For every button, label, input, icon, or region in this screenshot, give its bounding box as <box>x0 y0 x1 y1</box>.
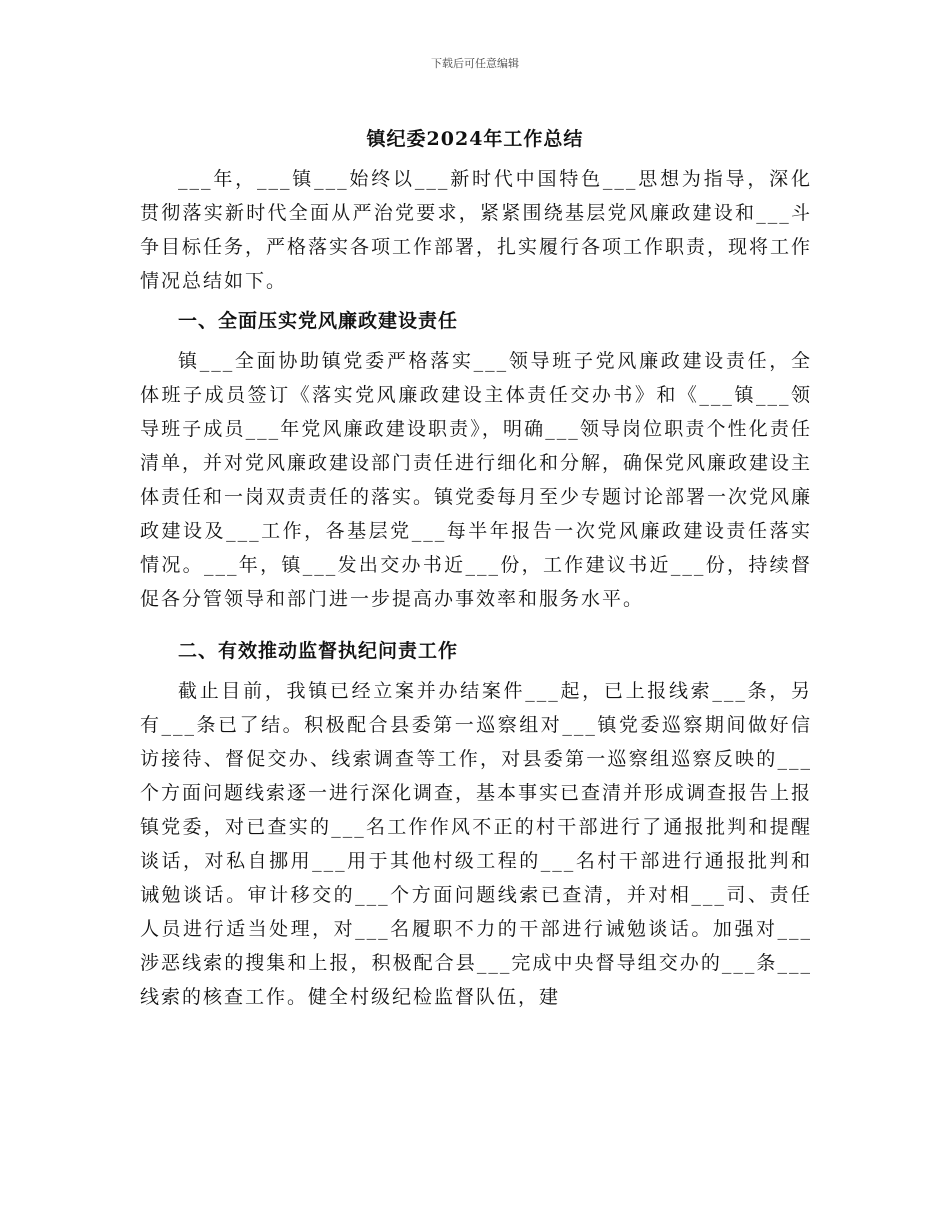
section-paragraph-1: 镇___全面协助镇党委严格落实___领导班子党风廉政建设责任，全体班子成员签订《落实党风廉政建设主体责任交办书》和《___镇___领导班子成员___年党风廉政建设职责》，明确___领导岗位职责个性化责任清单，并对党风廉政建设部门责任进行细化和分解，确保党风廉政建设主体责任和一岗双责责任的落实。镇党委每月至少专题讨论部署一次党风廉政建设及___工作，各基层党___每半年报告一次党风廉政建设责任落实情况。___年，镇___发出交办书近___份，工作建议书近___份，持续督促各分管领导和部门进一步提高办事效率和服务水平。 <box>140 350 813 610</box>
document-body <box>140 162 812 1014</box>
header-note: 下载后可任意编辑 <box>431 57 519 70</box>
document-title: 镇纪委2024年工作总结 <box>366 128 584 150</box>
section-heading-1: 一、全面压实党风廉政建设责任 <box>178 310 459 332</box>
section-heading-2: 二、有效推动监督执纪问责工作 <box>178 640 459 662</box>
section-paragraph-2: 截止目前，我镇已经立案并办结案件___起，已上报线索___条，另有___条已了结。积极配合县委第一巡察组对___镇党委巡察期间做好信访接待、督促交办、线索调查等工作，对县委第一巡察组巡察反映的___个方面问题线索逐一进行深化调查，基本事实已查清并形成调查报告上报镇党委，对已查实的___名工作作风不正的村干部进行了通报批判和提醒谈话，对私自挪用___用于其他村级工程的___名村干部进行通报批判和诫勉谈话。审计移交的___个方面问题线索已查清，并对相___司、责任人员进行适当处理，对___名履职不力的干部进行诫勉谈话。加强对___涉恶线索的搜集和上报，积极配合县___完成中央督导组交办的___条___线索的核查工作。健全村级纪检监督队伍，建 <box>140 680 813 1008</box>
intro-paragraph: ___年，___镇___始终以___新时代中国特色___思想为指导，深化贯彻落实新时代全面从严治党要求，紧紧围绕基层党风廉政建设和___斗争目标任务，严格落实各项工作部署，扎实履行各项工作职责，现将工作情况总结如下。 <box>140 168 813 292</box>
